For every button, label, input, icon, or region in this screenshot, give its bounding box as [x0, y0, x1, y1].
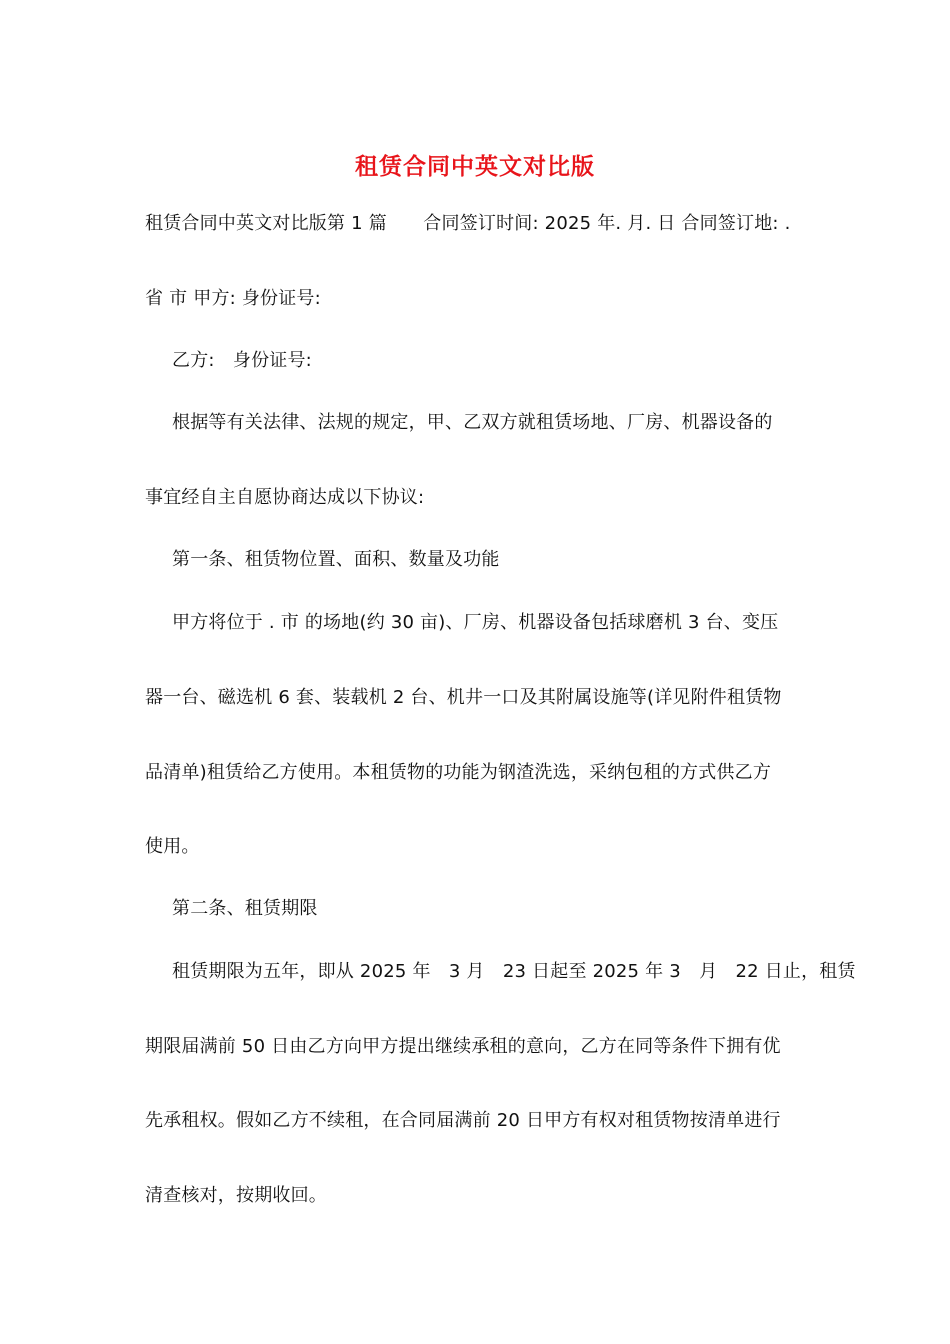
paragraph-line-14: 先承租权。假如乙方不续租，在合同届满前 20 日甲方有权对租赁物按清单进行 [145, 1110, 781, 1131]
paragraph-line-7: 甲方将位于 . 市 的场地(约 30 亩)、厂房、机器设备包括球磨机 3 台、变压 [172, 612, 779, 633]
paragraph-line-10: 使用。 [145, 836, 200, 857]
paragraph-line-1: 租赁合同中英文对比版第 1 篇 合同签订时间: 2025 年. 月. 日 合同签订地: . [145, 213, 791, 234]
section-heading-2: 第二条、租赁期限 [172, 898, 318, 919]
paragraph-line-15: 清查核对，按期收回。 [145, 1185, 327, 1206]
document-title: 租赁合同中英文对比版 [355, 153, 595, 180]
paragraph-line-13: 期限届满前 50 日由乙方向甲方提出继续承租的意向，乙方在同等条件下拥有优 [145, 1036, 781, 1057]
paragraph-line-12: 租赁期限为五年，即从 2025 年 3 月 23 日起至 2025 年 3 月 22 日止，租赁 [172, 961, 856, 982]
paragraph-line-9: 品清单)租赁给乙方使用。本租赁物的功能为钢渣洗选，采纳包租的方式供乙方 [145, 762, 772, 783]
paragraph-line-8: 器一台、磁选机 6 套、装载机 2 台、机井一口及其附属设施等(详见附件租赁物 [145, 687, 782, 708]
paragraph-line-5: 事宜经自主自愿协商达成以下协议: [145, 487, 425, 508]
paragraph-line-2: 省 市 甲方: 身份证号: [145, 288, 321, 309]
paragraph-line-4: 根据等有关法律、法规的规定，甲、乙双方就租赁场地、厂房、机器设备的 [172, 412, 773, 433]
section-heading-1: 第一条、租赁物位置、面积、数量及功能 [172, 549, 500, 570]
paragraph-line-3: 乙方: 身份证号: [172, 350, 312, 371]
